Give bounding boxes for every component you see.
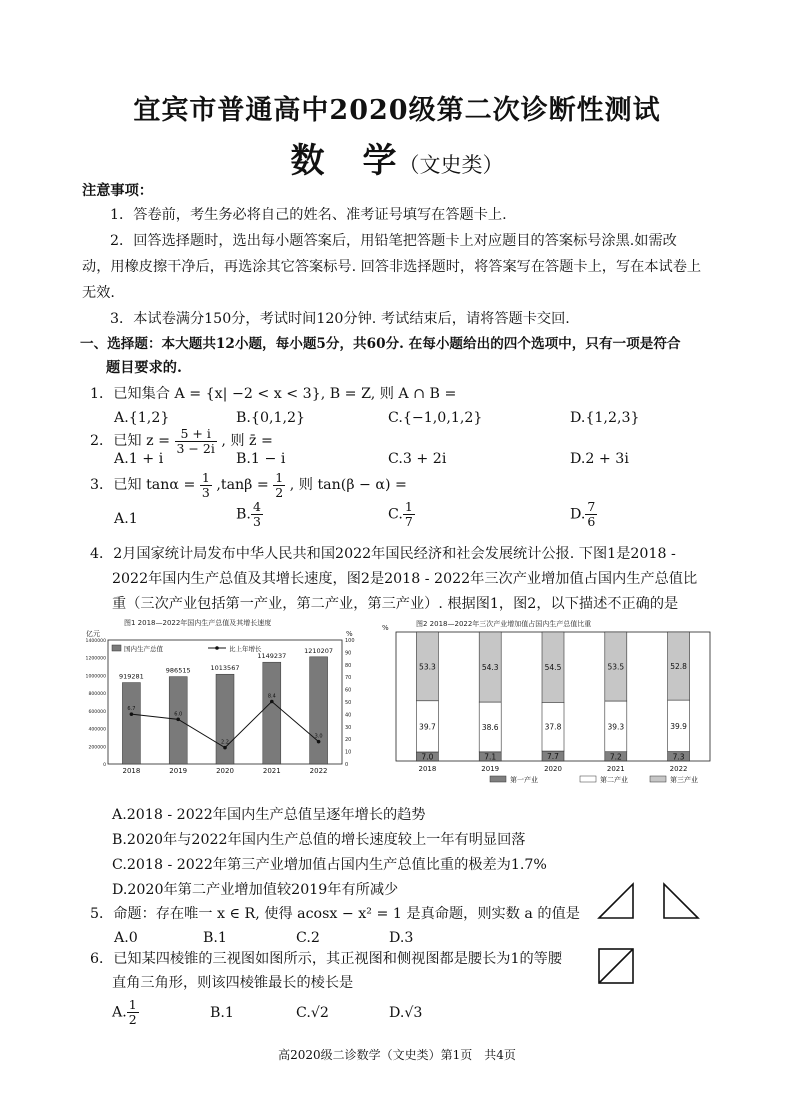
q5-option-a: A.0 xyxy=(114,930,138,946)
q6-option-a xyxy=(112,998,139,1027)
figure-2-chart xyxy=(380,618,720,793)
chart2-ylabel: % xyxy=(382,624,389,632)
chart2-xtick: 2020 xyxy=(544,765,562,773)
chart1-y2tick: 30 xyxy=(345,724,352,731)
q4-option-c: C.2018 - 2022年第三产业增加值占国内生产总值比重的极差为1.7% xyxy=(112,857,547,873)
chart2-segment-label: 38.6 xyxy=(481,722,499,732)
chart2-segment-label: 37.8 xyxy=(544,722,562,732)
chart1-y2tick: 20 xyxy=(345,737,352,744)
q3-f1-den: 3 xyxy=(201,484,210,500)
page-footer: 高2020级二诊数学（文史类）第1页 共4页 xyxy=(278,1048,516,1062)
q6-option-b: B.1 xyxy=(210,1005,234,1021)
chart1-legend-line-label: 比上年增长 xyxy=(229,645,262,653)
top-view-diagonal xyxy=(599,949,633,983)
q3-f1-num: 1 xyxy=(201,469,210,485)
note-2-end: 无效. xyxy=(82,285,115,301)
q3-d-den: 6 xyxy=(587,514,596,529)
chart1-growth-point xyxy=(130,712,134,716)
q2-prefix: 2．已知 z = xyxy=(90,433,170,449)
chart1-ytick: 1000000 xyxy=(85,674,106,680)
subject-title xyxy=(0,133,794,182)
chart1-bar-label: 1013567 xyxy=(210,664,240,673)
chart1-xtick: 2019 xyxy=(169,767,188,775)
q3-b-label: B. xyxy=(236,506,251,523)
chart1-ytick: 1200000 xyxy=(85,656,106,662)
chart2-legend-label: 第一产业 xyxy=(510,776,538,784)
q6-option-c: C.√2 xyxy=(296,1005,329,1021)
chart2-segment-label: 7.3 xyxy=(672,752,685,762)
chart2-segment-label: 39.9 xyxy=(670,721,687,731)
q6-line-1: 6．已知某四棱锥的三视图如图所示，其正视图和侧视图都是腰长为1的等腰 xyxy=(90,951,563,967)
q3-d-num: 7 xyxy=(587,499,596,514)
chart1-bar-label: 1210207 xyxy=(304,646,334,655)
chart2-legend-swatch xyxy=(490,776,506,782)
note-2-cont: 动，用橡皮擦干净后，再选涂其它答案标号. 回答非选择题时，将答案写在答题卡上，写在本试卷上 xyxy=(82,259,702,275)
q6-a-num: 1 xyxy=(128,997,137,1012)
chart1-y2tick: 100 xyxy=(345,638,355,644)
q3-fraction-beta xyxy=(273,471,285,500)
q3-b-num: 4 xyxy=(252,499,261,514)
chart2-segment-label: 52.8 xyxy=(670,662,687,672)
q3-fraction-alpha xyxy=(200,471,212,500)
figure-1-chart xyxy=(84,618,374,778)
q3-f2-den: 2 xyxy=(275,484,284,500)
subject-name: 数 学 xyxy=(290,141,399,181)
chart1-y2tick: 70 xyxy=(345,675,352,682)
chart2-segment-label: 53.5 xyxy=(607,662,625,672)
q5-option-c: C.2 xyxy=(296,930,320,946)
chart2-segment-label: 7.0 xyxy=(421,752,434,762)
chart1-growth-label: 6.0 xyxy=(174,711,183,718)
chart1-y2label: % xyxy=(346,630,353,638)
section-1-heading-cont: 题目要求的. xyxy=(106,360,182,376)
chart1-y2tick: 50 xyxy=(345,700,352,706)
chart1-growth-label: 6.7 xyxy=(127,706,136,713)
q6-option-d: D.√3 xyxy=(389,1005,423,1021)
chart1-title: 图1 2018—2022年国内生产总值及其增长速度 xyxy=(124,619,272,627)
chart1-bar xyxy=(122,683,140,764)
chart1-growth-point xyxy=(176,718,180,722)
chart1-ytick: 0 xyxy=(103,763,106,768)
q1-option-b: B.{0,1,2} xyxy=(236,410,306,426)
q4-line-2: 2022年国内生产总值及其增长速度，图2是2018 - 2022年三次产业增加值占国内生产总值比 xyxy=(112,571,698,587)
chart2-legend-swatch xyxy=(650,776,666,782)
q3-suffix: , 则 tan(β − α) = xyxy=(289,477,407,493)
q4-option-a: A.2018 - 2022年国内生产总值呈逐年增长的趋势 xyxy=(112,807,426,823)
q4-line-1: 4．2月国家统计局发布中华人民共和国2022年国民经济和社会发展统计公报. 下图1是2018 - xyxy=(90,546,676,562)
q3-c-den: 7 xyxy=(404,514,413,529)
chart1-bar-label: 1149237 xyxy=(257,652,287,661)
q2-numerator: 5 + i xyxy=(175,427,217,442)
q2-suffix: , 则 z̄ = xyxy=(221,433,273,449)
chart1-ytick: 800000 xyxy=(88,692,106,698)
chart1-y2tick: 40 xyxy=(345,712,352,719)
q6-line-2: 直角三角形，则该四棱锥最长的棱长是 xyxy=(112,975,354,991)
chart1-ytick: 600000 xyxy=(88,709,106,715)
chart1-ytick: 400000 xyxy=(88,727,106,733)
chart2-segment-label: 39.3 xyxy=(607,722,625,732)
q2-option-c: C.3 + 2i xyxy=(388,451,447,467)
chart2-title: 图2 2018—2022年三次产业增加值占国内生产总值比重 xyxy=(416,620,592,628)
q2-option-d: D.2 + 3i xyxy=(570,451,629,467)
q3-stem xyxy=(90,468,407,502)
chart1-legend-bar-label: 国内生产总值 xyxy=(124,645,163,653)
q1-stem: 1．已知集合 A = {x| −2 < x < 3}, B = Z, 则 A ∩ B = xyxy=(90,386,457,402)
q4-option-d: D.2020年第二产业增加值较2019年有所减少 xyxy=(112,882,399,898)
three-view-figure xyxy=(596,880,706,1000)
front-view-triangle xyxy=(599,884,633,918)
chart2-segment-label: 54.5 xyxy=(544,663,562,673)
chart1-y2tick: 80 xyxy=(345,662,352,669)
chart1-ylabel: 亿元 xyxy=(86,630,100,638)
chart2-xtick: 2019 xyxy=(481,765,500,773)
chart1-ytick: 1400000 xyxy=(85,639,106,644)
chart2-segment-label: 7.2 xyxy=(609,752,622,762)
q1-option-a: A.{1,2} xyxy=(114,410,170,426)
chart1-bar xyxy=(216,674,234,764)
q2-denominator: 3 − 2i xyxy=(176,440,215,456)
q6-a-label: A. xyxy=(112,1004,127,1021)
chart2-xtick: 2022 xyxy=(669,765,688,773)
chart1-growth-point xyxy=(270,700,274,704)
chart1-growth-label: 2.2 xyxy=(221,739,229,746)
q3-option-d xyxy=(570,500,597,529)
chart1-growth-point xyxy=(317,740,321,744)
q3-option-a: A.1 xyxy=(114,511,138,527)
chart2-legend-label: 第二产业 xyxy=(600,776,628,784)
q3-prefix: 3．已知 tanα = xyxy=(90,477,196,493)
chart2-legend-swatch xyxy=(580,776,596,782)
q1-option-d: D.{1,2,3} xyxy=(570,410,640,426)
chart1-bar-label: 919281 xyxy=(118,672,144,681)
note-3: 3．本试卷满分150分，考试时间120分钟. 考试结束后，请将答题卡交回. xyxy=(110,311,570,327)
chart1-xtick: 2018 xyxy=(122,767,141,775)
chart1-xtick: 2021 xyxy=(262,767,281,775)
note-1: 1．答卷前，考生务必将自己的姓名、准考证号填写在答题卡上. xyxy=(110,207,507,223)
q6-a-den: 2 xyxy=(128,1012,137,1027)
chart1-xtick: 2020 xyxy=(216,767,234,775)
chart1-xtick: 2022 xyxy=(309,767,328,775)
chart1-ytick: 200000 xyxy=(88,745,106,751)
chart2-segment-label: 7.7 xyxy=(547,752,559,762)
chart2-xtick: 2021 xyxy=(606,765,625,773)
chart1-y2tick: 0 xyxy=(345,762,349,768)
chart1-legend-bar-swatch xyxy=(112,645,121,651)
q1-option-c: C.{−1,0,1,2} xyxy=(388,410,483,426)
chart1-bar-label: 986515 xyxy=(165,666,191,675)
chart1-bar xyxy=(263,662,281,764)
chart1-growth-point xyxy=(223,746,227,750)
chart1-bar xyxy=(310,657,328,764)
chart2-xtick: 2018 xyxy=(418,765,437,773)
chart1-growth-label: 3.0 xyxy=(314,733,323,740)
q4-line-3: 重（三次产业包括第一产业，第二产业，第三产业）. 根据图1，图2，以下描述不正确的是 xyxy=(112,596,679,612)
q3-option-b xyxy=(236,500,263,529)
q3-option-c xyxy=(388,500,415,529)
chart2-segment-label: 39.7 xyxy=(419,722,436,732)
chart1-growth-label: 8.4 xyxy=(267,693,276,700)
note-2: 2．回答选择题时，选出每小题答案后，用铅笔把答题卡上对应题目的答案标号涂黑.如需改 xyxy=(110,233,677,249)
chart2-segment-label: 7.1 xyxy=(484,752,497,762)
chart1-legend-line-marker xyxy=(215,646,219,650)
notes-heading: 注意事项： xyxy=(82,183,153,199)
q2-option-b: B.1 − i xyxy=(236,451,286,467)
q3-d-label: D. xyxy=(570,506,586,523)
chart2-segment-label: 54.3 xyxy=(481,663,499,673)
q2-fraction xyxy=(175,427,217,456)
exam-title: 宜宾市普通高中2020级第二次诊断性测试 xyxy=(133,95,661,126)
q3-b-den: 3 xyxy=(252,514,261,529)
chart1-y2tick: 10 xyxy=(345,749,352,756)
q5-stem: 5．命题：存在唯一 x ∈ R, 使得 acosx − x² = 1 是真命题，则实数 a 的值是 xyxy=(90,906,580,922)
q3-c-label: C. xyxy=(388,506,403,523)
side-view-triangle xyxy=(664,884,698,918)
q3-c-num: 1 xyxy=(404,499,413,514)
q5-option-d: D.3 xyxy=(389,930,414,946)
chart1-y2tick: 90 xyxy=(345,650,352,657)
q5-option-b: B.1 xyxy=(203,930,227,946)
chart2-segment-label: 53.3 xyxy=(419,662,436,672)
q2-option-a: A.1 + i xyxy=(114,451,164,467)
chart1-y2tick: 60 xyxy=(345,687,352,694)
q4-option-b: B.2020年与2022年国内生产总值的增长速度较上一年有明显回落 xyxy=(112,832,526,848)
chart2-legend-label: 第三产业 xyxy=(670,776,698,784)
subject-type: （文史类） xyxy=(398,153,504,177)
q3-f2-num: 1 xyxy=(275,469,284,485)
section-1-heading: 一、选择题：本大题共12小题，每小题5分，共60分. 在每小题给出的四个选项中，只有一项是符合 xyxy=(80,336,681,352)
q3-mid: ,tanβ = xyxy=(216,477,269,493)
